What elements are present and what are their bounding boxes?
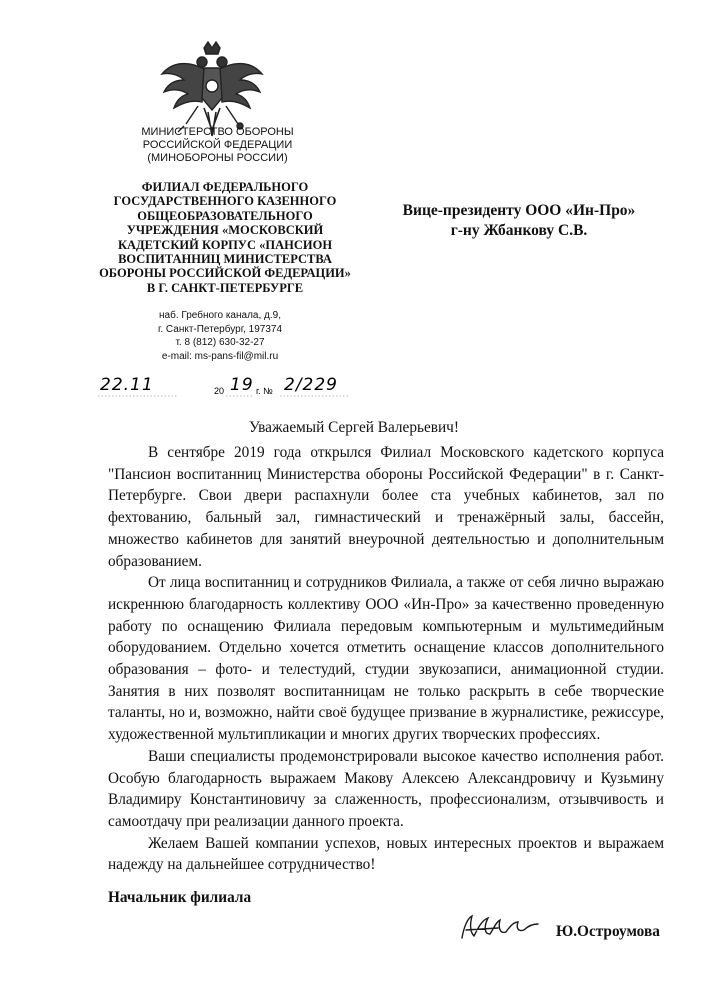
ministry-line: РОССИЙСКОЙ ФЕДЕРАЦИИ: [142, 139, 293, 151]
signature-icon: [458, 910, 546, 944]
address-line: г. Санкт-Петербург, 197374: [157, 323, 283, 335]
branch-line: В Г. САНКТ-ПЕТЕРБУРГЕ: [146, 280, 304, 295]
letter-paragraph: В сентябре 2019 года открылся Филиал Московского кадетского корпуса "Пансион воспитанниц Министерства обороны Российской Федерации" в г. Санкт-Петербурге. Свои двери распахнули более ста учебных кабинетов, зал по фехтованию, бальный зал, гимнастический и тренажёрный залы, бассейн, множество кабинетов для занятий внеурочной деятельностью и дополнительным образованием.: [108, 444, 664, 570]
branch-line: КАДЕТСКИЙ КОРПУС «ПАНСИОН: [117, 237, 333, 252]
letter-paragraph: Желаем Вашей компании успехов, новых интересных проектов и выражаем надежду на дальнейшее сотрудничество!: [108, 834, 664, 874]
recipient-name: г-ну Жбанкову С.В.: [450, 222, 588, 239]
registration-number-label: г. №: [256, 386, 273, 396]
ministry-line: МИНИСТЕРСТВО ОБОРОНЫ: [141, 126, 294, 138]
registration-date: 22.11: [100, 375, 154, 395]
registration-line: [98, 368, 368, 400]
ministry-line: (МИНОБОРОНЫ РОССИИ): [147, 152, 288, 164]
letter-body: [108, 442, 664, 876]
letter-paragraph: От лица воспитанниц и сотрудников Филиала, а также от себя лично выражаю искреннюю благодарность коллективу ООО «Ин-Про» за качественно проведенную работу по оснащению Филиала передовым компьютерным и мультимедийным оборудованием. Отдельно хочется отметить оснащение классов дополнительного образования – фото- и телестудий, студии звукозаписи, анимационной студии. Занятия в них позволят воспитанницам не только раскрыть в себе творческие таланты, но и, возможно, найти своё будущее призвание в журналистике, режиссуре, художественной мультипликации и многих других творческих профессиях.: [108, 574, 664, 744]
closing-title: Начальник филиала: [108, 889, 252, 906]
registration-year: 19: [230, 375, 254, 395]
branch-line: ФИЛИАЛ ФЕДЕРАЛЬНОГО: [141, 180, 309, 194]
salutation: Уважаемый Сергей Валерьевич!: [249, 419, 459, 436]
branch-line: ОБОРОНЫ РОССИЙСКОЙ ФЕДЕРАЦИИ»: [99, 266, 351, 281]
branch-address: [130, 309, 310, 363]
address-line: e-mail: ms-pans-fil@mil.ru: [161, 350, 279, 362]
branch-line: ВОСПИТАННИЦ МИНИСТЕРСТВА: [118, 252, 332, 267]
letter-paragraph: Ваши специалисты продемонстрировали высокое качество исполнения работ. Особую благодарность выражаем Макову Алексею Александровичу и Кузьмину Владимиру Константиновичу за слаженность, профессионализм, отзывчивость и самоотдачу при реализации данного проекта.: [108, 747, 664, 830]
branch-line: ГОСУДАРСТВЕННОГО КАЗЕННОГО: [113, 194, 337, 209]
ministry-header: [120, 126, 315, 165]
registration-number: 2/229: [284, 375, 338, 395]
branch-line: УЧРЕЖДЕНИЯ «МОСКОВСКИЙ: [126, 223, 324, 238]
recipient-block: [375, 201, 663, 241]
registration-year-prefix: 20: [214, 386, 225, 396]
address-line: наб. Гребного канала, д.9,: [159, 310, 281, 321]
signer-name: Ю.Остроумова: [556, 923, 660, 940]
recipient-title: Вице-президенту ООО «Ин-Про»: [402, 202, 636, 219]
address-line: т. 8 (812) 630-32-27: [175, 337, 265, 348]
branch-line: ОБЩЕОБРАЗОВАТЕЛЬНОГО: [137, 208, 313, 223]
branch-name: [95, 180, 355, 295]
